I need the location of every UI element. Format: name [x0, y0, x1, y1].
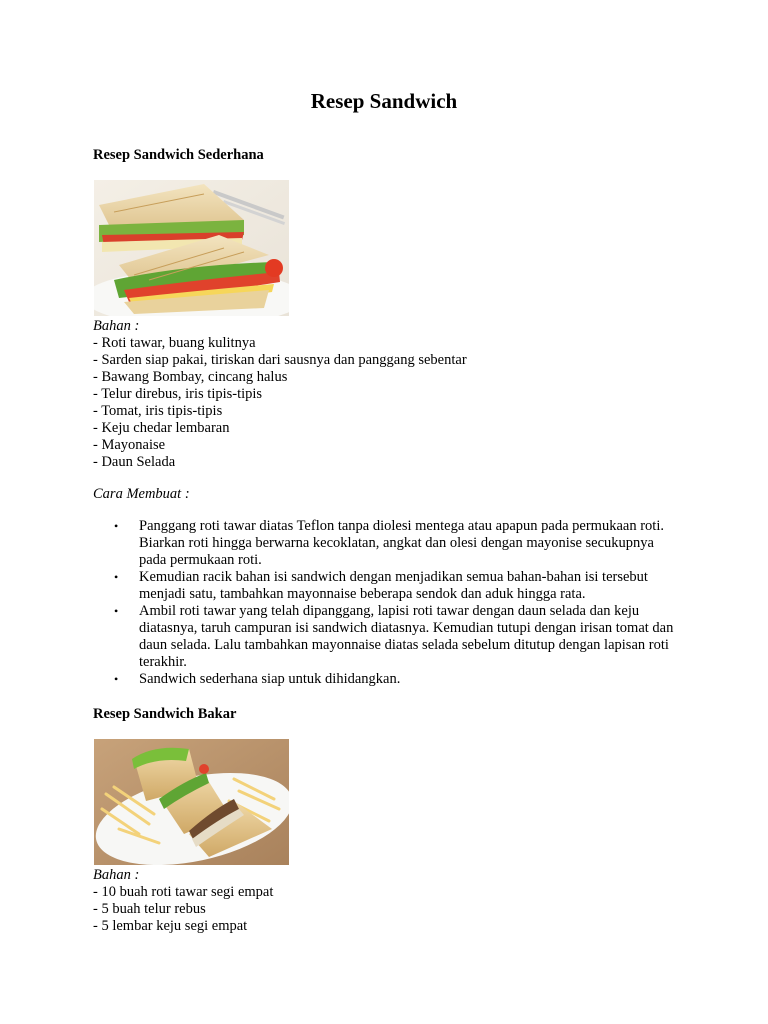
ingredient-item: - Roti tawar, buang kulitnya	[93, 335, 256, 351]
ingredients-list-simple	[93, 335, 693, 471]
step-item	[93, 671, 678, 688]
sandwich-photo-grilled	[94, 739, 289, 865]
ingredient-item: - 10 buah roti tawar segi empat	[93, 884, 274, 900]
ingredients-label-simple: Bahan :	[93, 318, 140, 334]
ingredient-item: - Sarden siap pakai, tiriskan dari sausnya dan panggang sebentar	[93, 352, 467, 368]
step-text: Kemudian racik bahan isi sandwich dengan menjadikan semua bahan-bahan isi tersebut menjadi satu, tambahkan mayonnaise beberapa sendok dan aduk hingga rata.	[139, 569, 648, 602]
ingredient-item: - Tomat, iris tipis-tipis	[93, 403, 223, 419]
ingredients-section-grilled	[93, 867, 693, 935]
sandwich-photo-simple	[94, 180, 289, 316]
ingredients-label-grilled: Bahan :	[93, 867, 140, 883]
ingredients-section-simple	[93, 318, 693, 471]
recipe-heading-simple: Resep Sandwich Sederhana	[93, 147, 264, 163]
method-label-simple: Cara Membuat :	[93, 486, 190, 502]
bullet-icon: •	[114, 604, 119, 618]
ingredient-item: - Mayonaise	[93, 437, 166, 453]
step-item	[93, 518, 678, 569]
ingredients-list-grilled	[93, 884, 693, 935]
step-text: Panggang roti tawar diatas Teflon tanpa diolesi mentega atau apapun pada permukaan roti. Biarkan roti hingga berwarna kecoklatan, angkat dan olesi dengan mayonise secukupnya pada permukaan roti.	[139, 518, 664, 568]
ingredient-item: - Keju chedar lembaran	[93, 420, 230, 436]
bullet-icon: •	[114, 672, 119, 686]
step-text: Sandwich sederhana siap untuk dihidangkan.	[139, 671, 401, 687]
ingredient-item: - 5 buah telur rebus	[93, 901, 206, 917]
bullet-icon: •	[114, 570, 119, 584]
steps-list-simple	[93, 518, 678, 688]
bullet-icon: •	[114, 519, 119, 533]
recipe-heading-grilled: Resep Sandwich Bakar	[93, 706, 237, 722]
ingredient-item: - Telur direbus, iris tipis-tipis	[93, 386, 263, 402]
document-title: Resep Sandwich	[310, 89, 458, 113]
step-text: Ambil roti tawar yang telah dipanggang, lapisi roti tawar dengan daun selada dan keju diatasnya, taruh campuran isi sandwich diatasnya. Kemudian tutupi dengan irisan tomat dan daun selada. Lalu tambahkan mayonnaise diatas selada sebelum ditutup dengan lapisan roti terakhir.	[139, 603, 674, 670]
step-item	[93, 603, 678, 671]
ingredient-item: - 5 lembar keju segi empat	[93, 918, 248, 934]
step-item	[93, 569, 678, 603]
ingredient-item: - Bawang Bombay, cincang halus	[93, 369, 288, 385]
ingredient-item: - Daun Selada	[93, 454, 176, 470]
